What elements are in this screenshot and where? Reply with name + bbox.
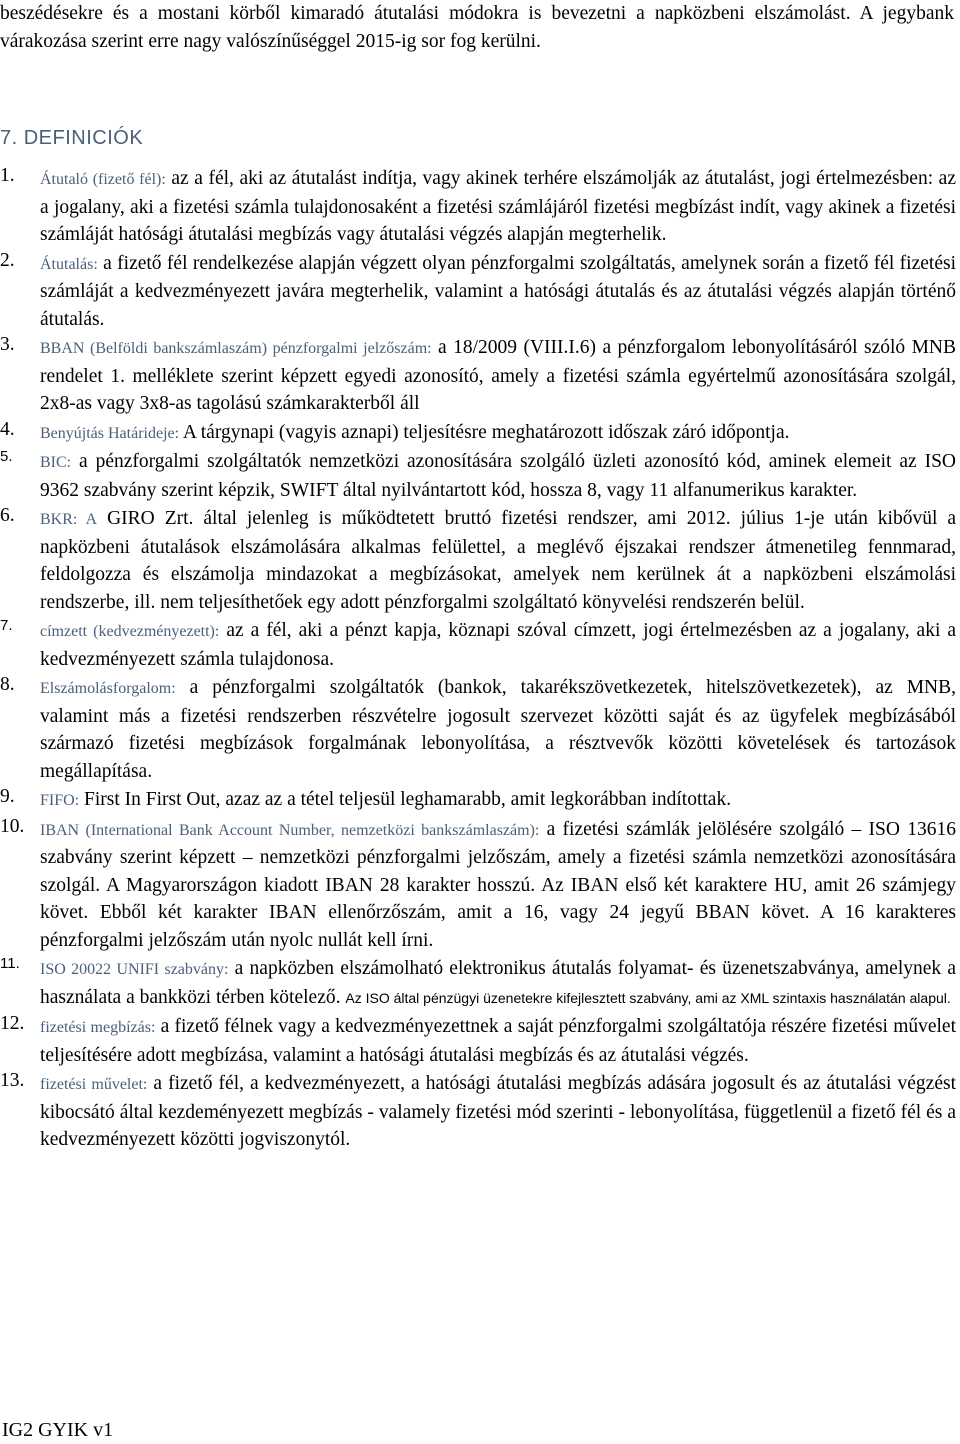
definition-term: FIFO: bbox=[40, 792, 80, 809]
definition-text: GIRO Zrt. által jelenleg is működtetett bruttó fizetési rendszer, ami 2012. július 1-je után kibővül a napközbeni átutalások elszámolására alkalmas felülettel, a meglévő éjszakai rendszer átmenetileg fennmarad, feldolgozza és elszámolja mindazokat a megbízásokat, amelyek nem kerülnek át a napközbeni elszámolási rendszerbe, ill. nem teljesíthetőek egy adott pénzforgalmi szolgáltató könyvelési rendszerén belül. bbox=[40, 508, 956, 613]
item-number: 4. bbox=[0, 418, 15, 440]
definition-text: az a fél, aki az átutalást indítja, vagy akinek terhére elszámolják az átutalást, jogi értelmezésben: az a jogalany, aki a fizetési számla tulajdonosaként a fizetési számlájáról fizetési megbízást indít, vagy akinek a fizetési számláját hatósági átutalási megbízás vagy átutalási végzés alapján megterhelik. bbox=[40, 168, 956, 245]
definition-text: a fizető fél, a kedvezményezett, a hatósági átutalási megbízás adására jogosult és az átutalási végzést kibocsátó által kezdeményezett megbízás - valamely fizetési mód szerinti - lebonyolítása, függetlenül a fizető fél és a kedvezményezett közötti jogviszonytól. bbox=[40, 1073, 956, 1150]
definition-text: a 18/2009 (VIII.I.6) a pénzforgalom lebonyolításáról szóló MNB rendelet 1. melléklete szerint képzett egyedi azonosító, amely a fizetési számla egyértelmű azonosítására szolgál, 2x8-as vagy 3x8-as tagolású számkarakterből áll bbox=[40, 337, 956, 414]
section-heading: 7. DEFINICIÓK bbox=[0, 127, 144, 149]
intro-text: beszédésekre és a mostani körből kimaradó átutalási módokra is bevezetni a napközbeni elszámolást. A jegybank várakozása szerint erre nagy valószínűséggel 2015-ig sor fog kerülni. bbox=[0, 3, 954, 52]
definitions-list bbox=[0, 165, 956, 1155]
definition-term: Elszámolásforgalom: bbox=[40, 680, 176, 697]
definition-term: IBAN (International Bank Account Number, nemzetközi bankszámlaszám): bbox=[40, 821, 540, 839]
definition-item bbox=[0, 419, 956, 448]
definition-text: A tárgynapi (vagyis aznapi) teljesítésre meghatározott időszak záró időpontja. bbox=[179, 421, 790, 443]
definition-term: BIC: bbox=[40, 454, 72, 471]
definition-term: Átutaló (fizető fél): bbox=[40, 171, 166, 188]
definition-text: a fizető félnek vagy a kedvezményezettnek a saját pénzforgalmi szolgáltatója részére fizetési művelet teljesítésére adott megbízása, valamint a hatósági átutalási megbízás és az átutalási végzés. bbox=[40, 1016, 957, 1066]
definition-item bbox=[0, 816, 956, 955]
item-number: 3. bbox=[0, 334, 15, 355]
item-number: 6. bbox=[0, 505, 15, 526]
definition-text: First In First Out, azaz az a tétel teljesül leghamarabb, amit legkorábban indítottak. bbox=[79, 789, 732, 810]
item-number: 13. bbox=[0, 1070, 25, 1091]
definition-text: a fizető fél rendelkezése alapján végzett olyan pénzforgalmi szolgáltatás, amelynek során a fizető fél fizetési számláját a kedvezményezett javára megterhelik, valamint a hatósági átutalás és az átutalási végzés alapján történő átutalás. bbox=[40, 252, 956, 330]
definition-item bbox=[0, 250, 956, 334]
definition-term: címzett (kedvezményezett): bbox=[40, 623, 220, 640]
definition-text: a pénzforgalmi szolgáltatók (bankok, takarékszövetkezetek, hitelszövetkezetek), az MNB, valamint más a fizetési rendszerben részvételre jogosult szervezet közötti saját és az ügyfelek megbízásából származó fizetési megbízások forgalmának lebonyolítása, a résztvevők közötti követelések és tartozások megállapítása. bbox=[40, 677, 956, 782]
definition-item bbox=[0, 505, 956, 616]
intro-paragraph bbox=[0, 0, 954, 55]
definition-term: ISO 20022 UNIFI szabvány: bbox=[40, 961, 229, 978]
definition-text: a pénzforgalmi szolgáltatók nemzetközi azonosítására szolgáló üzleti azonosító kód, aminek elemeit az ISO 9362 szabvány szerint képzik, SWIFT által nyilvántartott kód, hossza 8, vagy 11 alfanumerikus karakter. bbox=[40, 451, 956, 501]
item-number: 10. bbox=[0, 815, 25, 837]
definition-term: Átutalás: bbox=[40, 255, 98, 273]
definition-item bbox=[0, 955, 956, 1012]
item-number: 7. bbox=[0, 617, 13, 634]
definition-term: BKR: A bbox=[40, 511, 98, 528]
item-number: 2. bbox=[0, 249, 15, 271]
definition-text: az a fél, aki a pénzt kapja, köznapi szóval címzett, jogi értelmezésben az a jogalany, aki a kedvezményezett számla tulajdonosa. bbox=[40, 620, 956, 670]
definition-item bbox=[0, 674, 956, 785]
definition-term: fizetési művelet: bbox=[40, 1076, 148, 1093]
definition-item bbox=[0, 1013, 956, 1069]
definition-text: a napközben elszámolható elektronikus átutalás folyamat- és üzenetszabványa, amelynek a használata a bankközi térben kötelező. bbox=[40, 958, 957, 1008]
definition-note: Az ISO által pénzügyi üzenetekre kifejlesztett szabvány, ami az XML szintaxis használatán alapul. bbox=[345, 989, 951, 1006]
definition-item bbox=[0, 617, 956, 673]
definition-item bbox=[0, 165, 956, 249]
definition-item bbox=[0, 448, 956, 504]
item-number: 11. bbox=[0, 955, 20, 972]
definition-term: BBAN (Belföldi bankszámlaszám) pénzforgalmi jelzőszám: bbox=[40, 340, 432, 357]
item-number: 5. bbox=[0, 448, 13, 465]
page-footer: IG2 GYIK v1 bbox=[2, 1419, 114, 1441]
definition-item bbox=[0, 786, 956, 815]
item-number: 1. bbox=[0, 165, 15, 186]
definition-text: a fizetési számlák jelölésére szolgáló – ISO 13616 szabvány szerint képzett – nemzetközi pénzforgalmi jelzőszám, amely a fizetési számla nemzetközi azonosítására szolgál. A Magyarországon kiadott IBAN 28 karakter hosszú. Az IBAN első két karaktere HU, amit 26 számjegy követ. Ebből két karakter IBAN ellenőrzőszám, amit a 16, vagy 24 jegyű BBAN követ. A 16 karakteres pénzforgalmi jelzőszám után nyolc nullát kell írni. bbox=[40, 818, 956, 951]
item-number: 12. bbox=[0, 1013, 25, 1034]
definition-item bbox=[0, 334, 956, 418]
definition-term: Benyújtás Határideje: bbox=[40, 424, 180, 442]
item-number: 9. bbox=[0, 786, 15, 807]
item-number: 8. bbox=[0, 674, 15, 695]
definition-item bbox=[0, 1070, 956, 1154]
definition-term: fizetési megbízás: bbox=[40, 1019, 156, 1036]
